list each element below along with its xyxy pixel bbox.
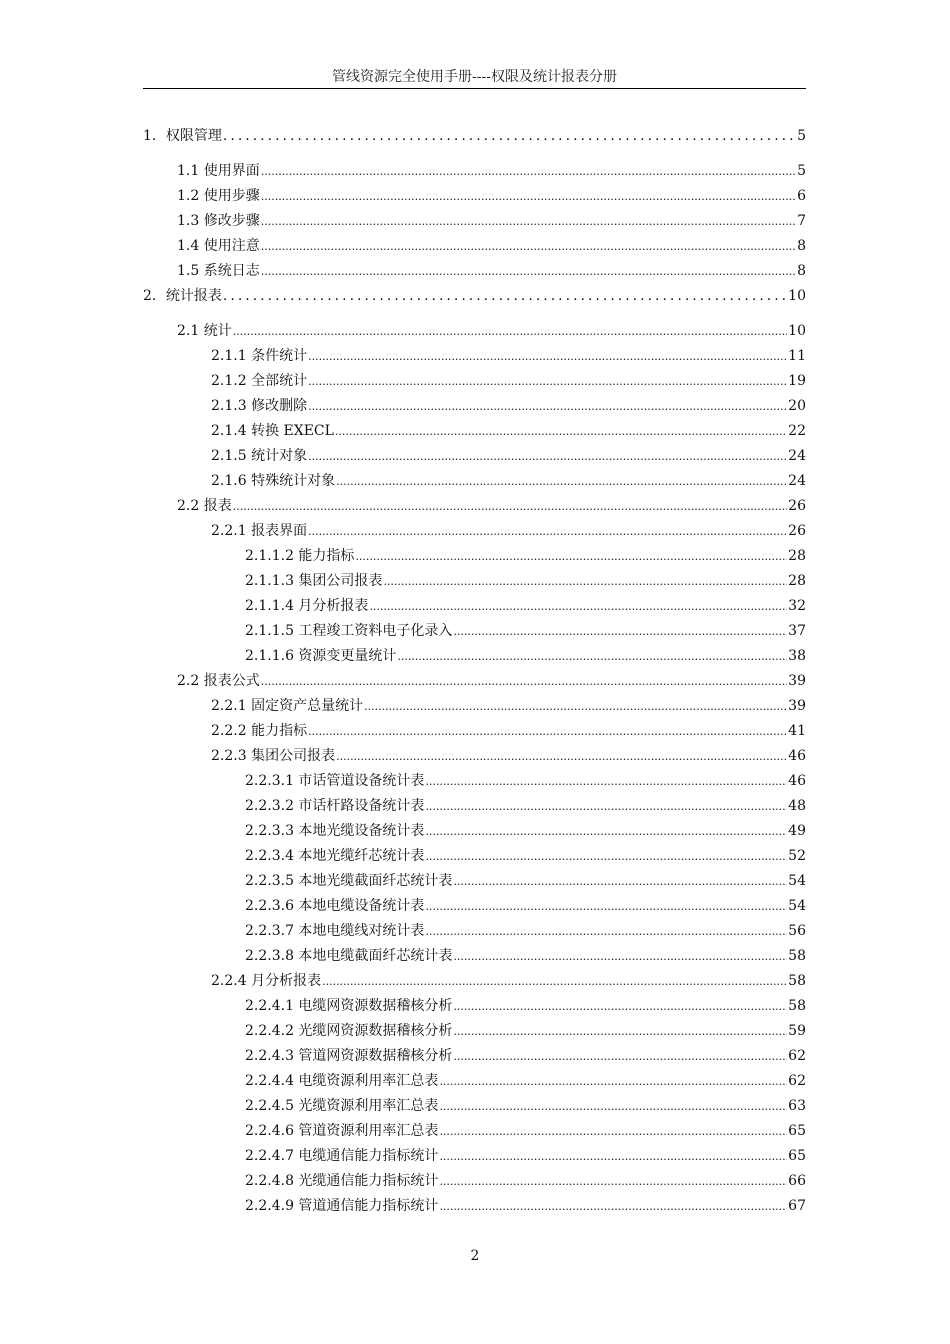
toc-entry[interactable] [211,396,806,416]
toc-dot-leader [425,897,787,917]
toc-entry-title: 1.5 系统日志 [177,263,260,279]
toc-entry-title: 2.2.2 能力指标 [211,723,308,739]
toc-entry-page: 58 [788,973,806,989]
toc-entry-page: 8 [797,263,806,279]
toc-entry-page: 58 [788,998,806,1014]
toc-entry-title: 1.2 使用步骤 [177,188,260,204]
toc-entry-page: 32 [788,598,806,614]
toc-dot-leader [261,262,796,282]
toc-entry-page: 66 [788,1173,806,1189]
toc-entry[interactable] [245,1171,806,1191]
toc-entry-title: 2.2 报表 [177,498,232,514]
toc-entry[interactable] [143,286,806,306]
toc-entry-page: 11 [788,348,806,364]
toc-entry-title: 2.2.4.2 光缆网资源数据稽核分析 [245,1023,453,1039]
header-rule [143,88,806,89]
toc-entry-title: 2.1.1 条件统计 [211,348,308,364]
toc-entry[interactable] [245,1121,806,1141]
toc-entry[interactable] [245,621,806,641]
toc-entry[interactable] [245,921,806,941]
toc-entry-page: 54 [788,873,806,889]
toc-entry-page: 26 [788,498,806,514]
toc-entry[interactable] [177,211,806,231]
toc-entry[interactable] [211,696,806,716]
toc-dot-leader [336,472,787,492]
toc-entry[interactable] [211,371,806,391]
toc-dot-leader [364,697,787,717]
toc-entry-page: 28 [788,573,806,589]
toc-entry-page: 19 [788,373,806,389]
toc-dot-leader [439,1172,787,1192]
toc-entry-title: 2.2.3.8 本地电缆截面纤芯统计表 [245,948,453,964]
toc-entry-page: 5 [797,163,806,179]
toc-dot-leader [397,647,787,667]
toc-dot-leader [425,847,787,867]
toc-entry-page: 8 [797,238,806,254]
toc-entry[interactable] [245,871,806,891]
toc-entry[interactable] [245,1046,806,1066]
toc-entry-page: 58 [788,948,806,964]
toc-dot-leader [453,1047,787,1067]
toc-entry[interactable] [211,721,806,741]
toc-dot-leader [383,572,787,592]
toc-dot-leader [439,1147,787,1167]
toc-entry-title: 2.2.4.3 管道网资源数据稽核分析 [245,1048,453,1064]
toc-entry-page: 46 [788,773,806,789]
toc-entry[interactable] [245,1146,806,1166]
toc-entry-title: 2.1.6 特殊统计对象 [211,473,336,489]
toc-dot-leader [261,162,796,182]
toc-entry-page: 41 [788,723,806,739]
toc-entry-page: 56 [788,923,806,939]
toc-entry[interactable] [211,446,806,466]
toc-dot-leader [308,372,787,392]
toc-dot-leader [308,397,787,417]
toc-entry[interactable] [143,126,806,146]
toc-entry-title: 2.1.3 修改删除 [211,398,308,414]
toc-entry-title: 2．统计报表 [143,288,222,304]
toc-entry-title: 2.1.1.2 能力指标 [245,548,355,564]
toc-entry-page: 62 [788,1048,806,1064]
toc-dot-leader [261,212,796,232]
toc-entry-title: 2.2.4.5 光缆资源利用率汇总表 [245,1098,439,1114]
toc-entry-title: 1.3 修改步骤 [177,213,260,229]
toc-dot-leader [453,997,787,1017]
toc-entry-title: 2.2.4.8 光缆通信能力指标统计 [245,1173,439,1189]
toc-entry-page: 10 [788,288,806,304]
toc-entry-title: 2.2.1 固定资产总量统计 [211,698,364,714]
toc-entry-title: 2.2.3.5 本地光缆截面纤芯统计表 [245,873,453,889]
toc-entry[interactable] [211,746,806,766]
running-header: 管线资源完全使用手册----权限及统计报表分册 [332,69,617,85]
toc-entry-title: 2.1.4 转换 EXECL [211,423,334,439]
toc-dot-leader [261,237,796,257]
toc-dot-leader [308,347,787,367]
toc-entry[interactable] [245,546,806,566]
toc-entry[interactable] [245,771,806,791]
toc-dot-leader [261,187,796,207]
toc-dot-leader [425,822,787,842]
toc-entry-page: 49 [788,823,806,839]
toc-entry-title: 2.1.1.5 工程竣工资料电子化录入 [245,623,453,639]
toc-dot-leader [223,126,796,146]
toc-entry[interactable] [245,796,806,816]
toc-dot-leader [322,972,787,992]
toc-entry-page: 48 [788,798,806,814]
toc-dot-leader [453,947,787,967]
toc-dot-leader [233,322,787,342]
toc-dot-leader [439,1097,787,1117]
toc-entry[interactable] [177,186,806,206]
toc-entry-page: 24 [788,473,806,489]
toc-entry[interactable] [245,896,806,916]
toc-entry-title: 2.2.3.6 本地电缆设备统计表 [245,898,425,914]
toc-entry[interactable] [177,321,806,341]
toc-dot-leader [233,497,787,517]
toc-entry-title: 2.2.3 集团公司报表 [211,748,336,764]
toc-dot-leader [355,547,787,567]
toc-entry-title: 2.2.3.3 本地光缆设备统计表 [245,823,425,839]
toc-dot-leader [335,422,787,442]
toc-entry-title: 2.2.3.2 市话杆路设备统计表 [245,798,425,814]
toc-entry-page: 62 [788,1073,806,1089]
toc-entry-page: 20 [788,398,806,414]
toc-entry-title: 2.2 报表公式 [177,673,260,689]
toc-entry[interactable] [211,421,806,441]
toc-entry[interactable] [245,1096,806,1116]
toc-entry-title: 2.1.5 统计对象 [211,448,308,464]
toc-dot-leader [308,722,787,742]
toc-dot-leader [439,1122,787,1142]
toc-dot-leader [425,797,787,817]
toc-entry-title: 2.2.4.7 电缆通信能力指标统计 [245,1148,439,1164]
toc-entry[interactable] [245,571,806,591]
toc-entry-title: 2.1.1.4 月分析报表 [245,598,369,614]
toc-entry[interactable] [245,996,806,1016]
toc-entry-page: 26 [788,523,806,539]
toc-entry-page: 7 [797,213,806,229]
toc-entry-page: 63 [788,1098,806,1114]
toc-entry[interactable] [211,346,806,366]
toc-entry-title: 2.2.3.1 市话管道设备统计表 [245,773,425,789]
toc-entry[interactable] [245,1021,806,1041]
toc-entry[interactable] [211,521,806,541]
toc-entry[interactable] [245,1196,806,1216]
toc-entry[interactable] [245,946,806,966]
toc-entry[interactable] [211,971,806,991]
toc-entry-page: 37 [788,623,806,639]
toc-entry-title: 2.2.4 月分析报表 [211,973,322,989]
toc-dot-leader [425,922,787,942]
toc-entry-page: 65 [788,1123,806,1139]
toc-dot-leader [369,597,787,617]
page-number: 2 [470,1248,480,1264]
toc-entry-title: 2.2.3.7 本地电缆线对统计表 [245,923,425,939]
toc-entry[interactable] [245,846,806,866]
toc-entry-title: 2.1.1.6 资源变更量统计 [245,648,397,664]
toc-dot-leader [308,522,787,542]
toc-entry[interactable] [245,596,806,616]
toc-entry[interactable] [177,236,806,256]
toc-entry-page: 24 [788,448,806,464]
toc-dot-leader [336,747,787,767]
toc-entry-title: 1．权限管理 [143,128,222,144]
toc-entry-title: 2.1.1.3 集团公司报表 [245,573,383,589]
toc-dot-leader [439,1072,787,1092]
toc-entry-title: 2.2.4.4 电缆资源利用率汇总表 [245,1073,439,1089]
toc-dot-leader [453,872,787,892]
toc-entry-title: 2.1 统计 [177,323,232,339]
toc-entry-page: 28 [788,548,806,564]
toc-entry-title: 2.2.4.6 管道资源利用率汇总表 [245,1123,439,1139]
toc-dot-leader [453,622,787,642]
toc-entry-title: 2.2.4.1 电缆网资源数据稽核分析 [245,998,453,1014]
toc-entry-page: 65 [788,1148,806,1164]
toc-entry-page: 38 [788,648,806,664]
toc-entry-page: 6 [797,188,806,204]
toc-entry-title: 1.1 使用界面 [177,163,260,179]
toc-entry[interactable] [245,821,806,841]
toc-dot-leader [223,286,787,306]
toc-dot-leader [439,1197,787,1217]
toc-entry[interactable] [245,1071,806,1091]
toc-entry-page: 52 [788,848,806,864]
toc-entry-page: 67 [788,1198,806,1214]
toc-entry-title: 1.4 使用注意 [177,238,260,254]
toc-entry[interactable] [177,161,806,181]
toc-entry-page: 39 [788,698,806,714]
toc-entry[interactable] [245,646,806,666]
toc-dot-leader [261,672,787,692]
toc-entry-page: 46 [788,748,806,764]
toc-dot-leader [308,447,787,467]
toc-entry-title: 2.2.1 报表界面 [211,523,308,539]
toc-entry-title: 2.2.4.9 管道通信能力指标统计 [245,1198,439,1214]
toc-entry-title: 2.1.2 全部统计 [211,373,308,389]
toc-dot-leader [453,1022,787,1042]
toc-entry[interactable] [177,671,806,691]
toc-entry[interactable] [177,496,806,516]
toc-entry-page: 59 [788,1023,806,1039]
toc-entry[interactable] [211,471,806,491]
toc-dot-leader [425,772,787,792]
toc-entry-page: 22 [788,423,806,439]
toc-entry-page: 39 [788,673,806,689]
toc-entry-title: 2.2.3.4 本地光缆纤芯统计表 [245,848,425,864]
toc-entry[interactable] [177,261,806,281]
toc-entry-page: 5 [797,128,806,144]
toc-entry-page: 10 [788,323,806,339]
toc-entry-page: 54 [788,898,806,914]
